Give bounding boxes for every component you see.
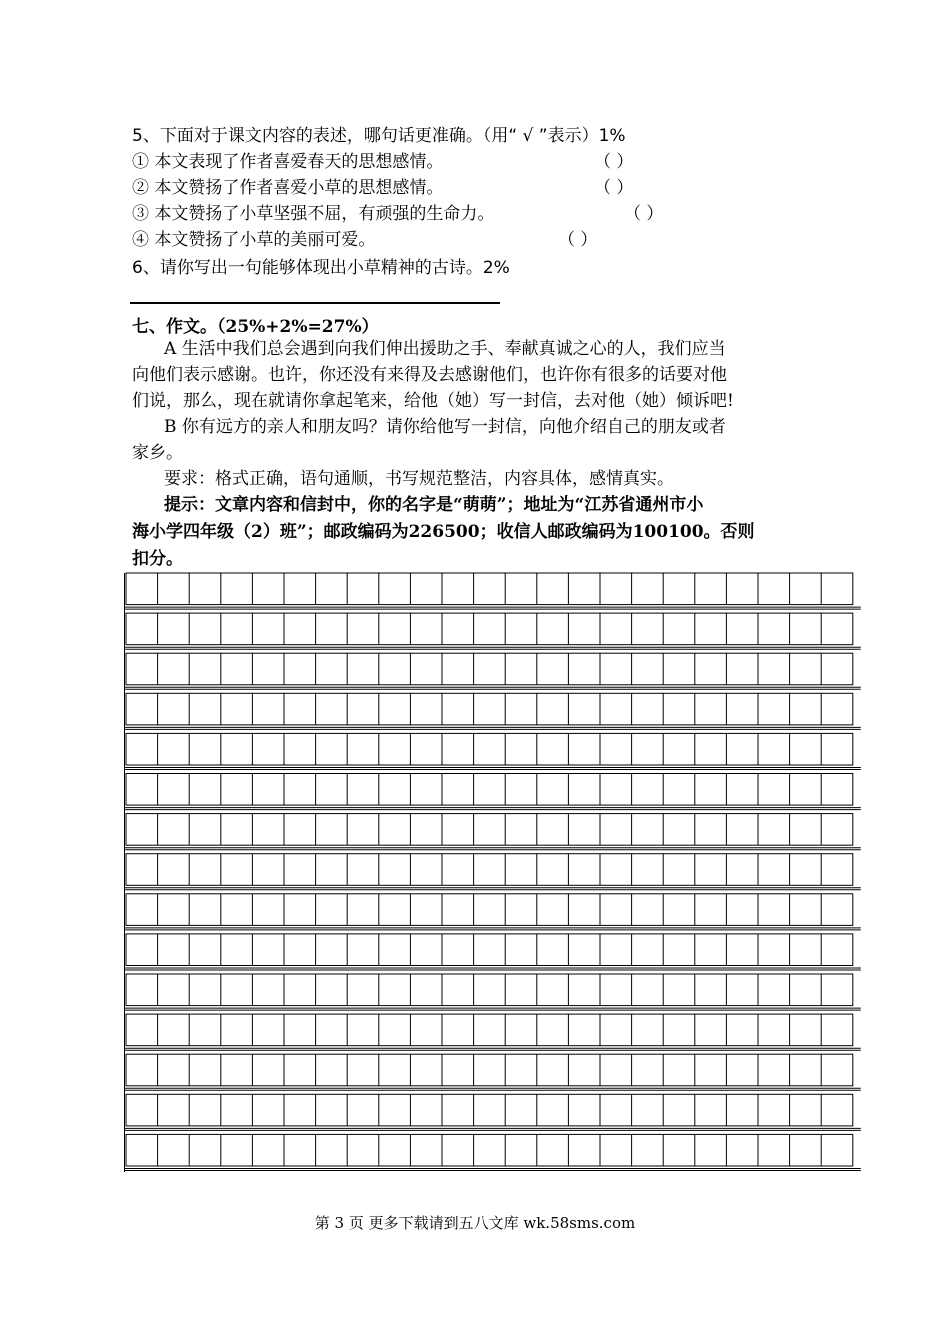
grid-row[interactable] [124,974,861,1010]
grid-row-box [126,1134,853,1166]
grid-row-box [126,613,853,645]
hint-line-3: 扣分。 [132,549,183,569]
grid-row[interactable] [124,1054,861,1090]
requirement: 要求：格式正确，语句通顺，书写规范整洁，内容具体，感情真实。 [164,469,674,489]
q5-option-4: ④ 本文赞扬了小草的美丽可爱。 [132,230,376,250]
q5-option-1-answer[interactable]: （ ） [594,152,634,172]
grid-row-box [126,1014,853,1046]
grid-row-box [126,814,853,846]
grid-row[interactable] [124,693,861,729]
grid-row-box [126,854,853,886]
q5-title: 5、下面对于课文内容的表述，哪句话更准确。（用“ √ ”表示）1% [132,126,626,146]
grid-row-box [126,974,853,1006]
grid-row[interactable] [124,1094,861,1130]
grid-row-box [126,1094,853,1126]
hint-line-1: 提示：文章内容和信封中，你的名字是“萌萌”；地址为“江苏省通州市小 [164,495,704,515]
grid-row[interactable] [124,573,861,609]
grid-row-box [126,733,853,765]
grid-row[interactable] [124,894,861,930]
composition-heading: 七、作文。（25%+2%=27%） [132,317,379,337]
option-a-line-3: 们说，那么，现在就请你拿起笔来，给他（她）写一封信，去对他（她）倾诉吧! [132,391,734,411]
option-a-line-1: A 生活中我们总会遇到向我们伸出援助之手、奉献真诚之心的人，我们应当 [164,339,726,359]
q5-option-3-answer[interactable]: （ ） [624,204,664,224]
grid-row[interactable] [124,653,861,689]
q5-option-1: ① 本文表现了作者喜爱春天的思想感情。 [132,152,444,172]
q5-option-4-answer[interactable]: （ ） [558,230,598,250]
q5-option-3: ③ 本文赞扬了小草坚强不屈，有顽强的生命力。 [132,204,495,224]
option-b-line-1: B 你有远方的亲人和朋友吗？请你给他写一封信，向他介绍自己的朋友或者 [164,417,726,437]
grid-row[interactable] [124,774,861,810]
grid-row[interactable] [124,1134,861,1170]
hint-line-2: 海小学四年级（2）班”；邮政编码为226500；收信人邮政编码为100100。否则 [132,522,755,542]
q6-title: 6、请你写出一句能够体现出小草精神的古诗。2% [132,258,510,278]
grid-row[interactable] [124,814,861,850]
grid-row-box [126,894,853,926]
option-a-line-2: 向他们表示感谢。也许，你还没有来得及去感谢他们，也许你有很多的话要对他 [132,365,727,385]
grid-row[interactable] [124,1014,861,1050]
q6-answer-line[interactable] [130,302,500,304]
grid-row-box [126,693,853,725]
grid-row[interactable] [124,934,861,970]
option-b-line-2: 家乡。 [132,443,183,463]
grid-row-box [126,653,853,685]
grid-row-box [126,934,853,966]
grid-row-box [126,774,853,806]
grid-row[interactable] [124,733,861,769]
q5-option-2: ② 本文赞扬了作者喜爱小草的思想感情。 [132,178,444,198]
page-footer: 第 3 页 更多下载请到五八文库 wk.58sms.com [314,1214,636,1232]
q5-option-2-answer[interactable]: （ ） [594,178,634,198]
grid-row[interactable] [124,854,861,890]
grid-row-box [126,1054,853,1086]
grid-row[interactable] [124,613,861,649]
grid-row-box [126,573,853,605]
writing-grid[interactable] [124,572,864,1184]
